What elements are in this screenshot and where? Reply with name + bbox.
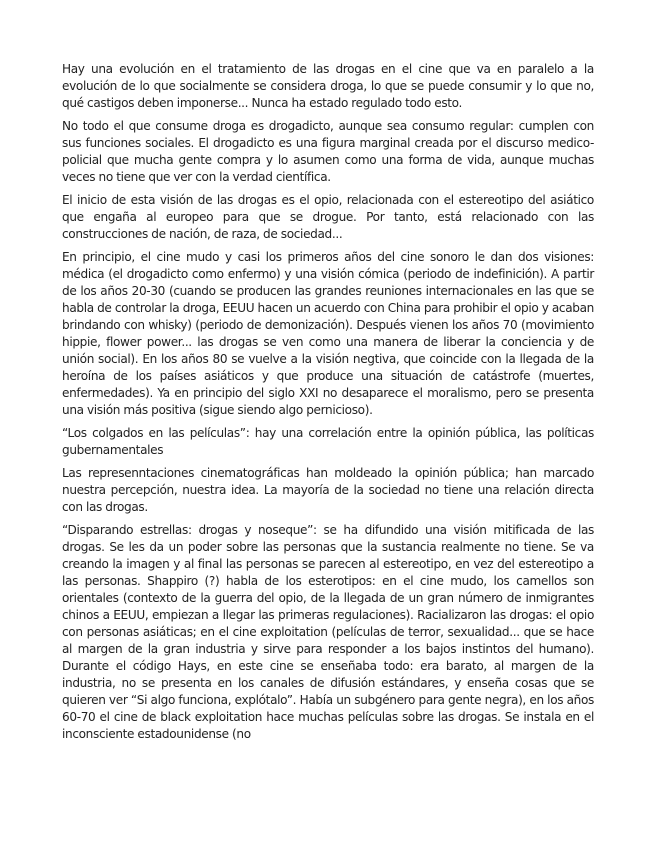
paragraph-representations: Las represenntaciones cinematográficas han moldeado la opinión pública; han marcado nuestra percepción, nuestra idea. La mayoría de la sociedad no tiene una relación directa con las drogas.	[62, 466, 594, 514]
paragraph-evolution: Hay una evolución en el tratamiento de las drogas en el cine que va en paralelo a la evolución de lo que socialmente se considera droga, lo que se puede consumir y lo que no, qué castigos deben imponerse... Nunca ha estado regulado todo esto.	[62, 62, 594, 110]
paragraph-disparando-estrellas: “Disparando estrellas: drogas y noseque”: se ha difundido una visión mitificada de las drogas. Se les da un poder sobre las personas que la sustancia realmente no tiene. Se va creando la imagen y al final las personas se parecen al estereotipo, en vez del estereotipo a las personas. Shappiro (?) habla de los esterotipos: en el cine mudo, los camellos son orientales (contexto de la guerra del opio, de la llegada de un gran número de inmigrantes chinos a EEUU, empiezan a llegar las primeras regulaciones). Racializaron las drogas: el opio con personas asiáticas; en el cine exploitation (películas de terror, sexualidad... que se hace al margen de la gran industria y sirve para responder a los bajos instintos del humano). Durante el código Hays, en este cine se enseñaba todo: era barato, al margen de la industria, no se presenta en los canales de difusión estándares, y enseña cosas que se quieren ver “Si algo funciona, explótalo”. Había un subgénero para gente negra), en los años 60-70 el cine de black exploitation hace muchas películas sobre las drogas. Se instala en el inconsciente estadounidense (no	[62, 523, 594, 741]
paragraph-drug-addict: No todo el que consume droga es drogadicto, aunque sea consumo regular: cumplen con sus funciones sociales. El drogadicto es una figura marginal creada por el discurso medico-policial que mucha gente compra y lo asumen como una forma de vida, aunque muchas veces no tiene que ver con la verdad científica.	[62, 119, 594, 184]
paragraph-history-periods: En principio, el cine mudo y casi los primeros años del cine sonoro le dan dos visiones: médica (el drogadicto como enfermo) y una visión cómica (periodo de indefinición). A partir de los años 20-30 (cuando se producen las grandes reuniones internacionales en las que se habla de controlar la droga, EEUU hacen un acuerdo con China para prohibir el opio y acaban brindando con whisky) (periodo de demonización). Después vienen los años 70 (movimiento hippie, flower power... las drogas se ven como una manera de liberar la conciencia y de unión social). En los años 80 se vuelve a la visión negtiva, que coincide con la llegada de la heroína de los países asiáticos y que produce una situación de catástrofe (muertes, enfermedades). Ya en principio del siglo XXI no desaparece el moralismo, pero se presenta una visión más positiva (sigue siendo algo pernicioso).	[62, 250, 594, 417]
paragraph-opium-origin: El inicio de esta visión de las drogas es el opio, relacionada con el estereotipo del asiático que engaña al europeo para que se drogue. Por tanto, está relacionado con las construcciones de nación, de raza, de sociedad...	[62, 193, 594, 241]
document-page	[62, 61, 594, 749]
paragraph-los-colgados: “Los colgados en las películas”: hay una correlación entre la opinión pública, las políticas gubernamentales	[62, 426, 594, 457]
